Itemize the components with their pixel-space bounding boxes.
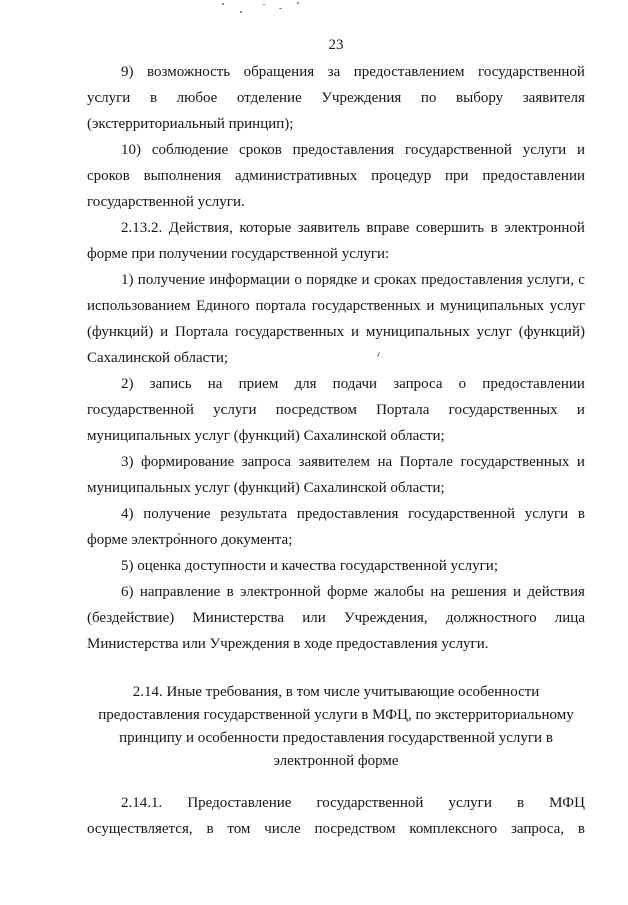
word: и: [361, 272, 370, 288]
word: предоставления: [296, 506, 399, 522]
word: отделение: [236, 90, 302, 106]
word: портала: [255, 298, 306, 314]
word: заявителем: [298, 454, 370, 470]
word: процедур: [371, 168, 432, 184]
word: запроса,: [510, 821, 565, 837]
word: в: [516, 795, 525, 811]
word: Предоставление: [187, 795, 292, 811]
section-body: [87, 790, 585, 842]
word: и: [576, 454, 585, 470]
section-heading: [87, 681, 585, 773]
text-line: муниципальных услуг (функций) Сахалинской области;: [87, 428, 445, 444]
word: Портала: [376, 402, 430, 418]
word: посредством: [314, 821, 396, 837]
word: услуг: [476, 324, 512, 340]
word: любое: [176, 90, 218, 106]
word: комплексного: [409, 821, 498, 837]
word: и: [576, 402, 585, 418]
text-line: [87, 293, 585, 319]
word: обращения: [243, 64, 315, 80]
word: возможность: [147, 64, 231, 80]
word: выполнения: [143, 168, 222, 184]
word: в: [226, 584, 234, 600]
text-line: [87, 319, 585, 345]
word: и: [426, 298, 435, 314]
word: 2.14.1.: [121, 795, 163, 811]
text-line: Сахалинской области;: [87, 350, 229, 366]
word: результата: [220, 506, 288, 522]
word: Министерства: [192, 610, 284, 626]
scan-speck: [297, 2, 299, 4]
text-line: Министерства или Учреждения в ходе предоставления услуги.: [87, 636, 489, 652]
word: жалобы: [374, 584, 424, 600]
word: должностного: [445, 610, 537, 626]
word: прием: [238, 376, 279, 392]
text-line: [87, 501, 585, 527]
word: действия: [527, 584, 585, 600]
heading-line: принципу и особенности предоставления государственной услуги в: [119, 730, 553, 746]
text-line: [87, 267, 585, 293]
word: государственных: [311, 298, 421, 314]
scan-speck: [222, 3, 224, 5]
paragraph: [87, 59, 585, 137]
word: решения: [451, 584, 507, 600]
word: предоставления: [292, 142, 395, 158]
word: формирование: [140, 454, 235, 470]
word: государственных: [448, 402, 558, 418]
heading-line: предоставления государственной услуги в МФЦ, по экстерриториальному: [98, 707, 574, 723]
word: сроках: [373, 272, 417, 288]
word: услуги: [448, 795, 492, 811]
word: в: [490, 220, 498, 236]
word: и: [576, 142, 585, 158]
word: подачи: [332, 376, 378, 392]
word: услуги,: [526, 272, 574, 288]
word: услуги: [213, 402, 257, 418]
text-line: [87, 59, 585, 85]
text-line: форме электронного документа;: [87, 532, 293, 548]
word: государственной: [478, 64, 585, 80]
text-line: [87, 449, 585, 475]
word: Портала: [174, 324, 229, 340]
heading-line: электронной форме: [273, 753, 399, 769]
word: Учреждения,: [343, 610, 428, 626]
word: выбору: [456, 90, 504, 106]
word: государственной: [408, 506, 516, 522]
word: услуги: [524, 506, 569, 522]
word: о: [294, 272, 302, 288]
word: 1): [121, 272, 134, 288]
word: осуществляется,: [87, 821, 193, 837]
word: 10): [121, 142, 141, 158]
text-line: государственной услуги.: [87, 194, 245, 210]
body-text: [87, 59, 585, 657]
word: получение: [137, 272, 206, 288]
text-line: 5) оценка доступности и качества государственной услуги;: [121, 558, 498, 574]
word: и: [160, 324, 169, 340]
word: административных: [234, 168, 358, 184]
word: муниципальных: [440, 298, 544, 314]
word: запись: [149, 376, 192, 392]
word: услуги: [87, 90, 131, 106]
word: государственной: [87, 402, 194, 418]
word: услуги: [522, 142, 567, 158]
word: на: [377, 454, 393, 470]
word: государственной: [405, 142, 512, 158]
word: посредством: [275, 402, 357, 418]
word: предоставления: [421, 272, 523, 288]
word: на: [207, 376, 223, 392]
text-line: [87, 85, 585, 111]
word: в: [577, 821, 585, 837]
paragraph: [87, 501, 585, 553]
paragraph: [87, 579, 585, 657]
paragraph: [87, 267, 585, 371]
word: на: [430, 584, 446, 600]
word: заявителя: [522, 90, 585, 106]
heading-line: 2.14. Иные требования, в том числе учитывающие особенности: [132, 684, 540, 700]
word: 2.13.2.: [121, 220, 163, 236]
word: для: [294, 376, 317, 392]
word: при: [445, 168, 469, 184]
word: предоставлением: [353, 64, 465, 80]
text-line: [87, 605, 585, 631]
word: по: [420, 90, 437, 106]
word: в: [577, 506, 585, 522]
word: форме: [327, 584, 368, 600]
text-line: форме при получении государственной услуги:: [87, 246, 390, 262]
text-line: [87, 790, 585, 816]
word: МФЦ: [549, 795, 585, 811]
word: направление: [139, 584, 221, 600]
paragraph: [87, 371, 585, 449]
text-line: муниципальных услуг (функций) Сахалинской области;: [87, 480, 445, 496]
scan-speck: [240, 11, 242, 13]
text-line: [87, 137, 585, 163]
word: запроса: [241, 454, 292, 470]
word: с: [578, 272, 585, 288]
word: сроков: [239, 142, 282, 158]
word: которые: [239, 220, 292, 236]
text-line: [87, 816, 585, 842]
word: (функций): [87, 324, 154, 340]
word: 3): [121, 454, 134, 470]
word: Учреждения: [321, 90, 402, 106]
scan-speck: [263, 4, 265, 5]
text-line: [87, 579, 585, 605]
word: получение: [143, 506, 211, 522]
text-line: [87, 371, 585, 397]
paragraph: [87, 215, 585, 267]
word: заявитель: [297, 220, 360, 236]
word: Портале: [399, 454, 453, 470]
word: запроса: [393, 376, 443, 392]
word: услуг: [549, 298, 585, 314]
word: муниципальных: [365, 324, 470, 340]
scan-speck: [279, 8, 282, 9]
word: и: [513, 584, 522, 600]
word: электронной: [504, 220, 585, 236]
word: и: [350, 324, 360, 340]
word: предоставлении: [482, 168, 585, 184]
word: порядке: [306, 272, 358, 288]
word: сроков: [87, 168, 130, 184]
word: 9): [121, 64, 134, 80]
text-line: [87, 397, 585, 423]
word: информации: [209, 272, 291, 288]
paragraph: [87, 137, 585, 215]
word: или: [302, 610, 326, 626]
word: лица: [554, 610, 585, 626]
word: 2): [121, 376, 134, 392]
word: соблюдение: [151, 142, 229, 158]
word: государственных: [460, 454, 570, 470]
text-line: [87, 215, 585, 241]
paragraph: [87, 790, 585, 842]
word: предоставлении: [482, 376, 585, 392]
word: электронной: [240, 584, 321, 600]
word: числе: [264, 821, 301, 837]
paragraph: [87, 553, 585, 579]
word: Действия,: [168, 220, 233, 236]
word: Единого: [196, 298, 250, 314]
word: 6): [121, 584, 134, 600]
word: том: [227, 821, 251, 837]
word: совершить: [415, 220, 485, 236]
word: (бездействие): [87, 610, 175, 626]
word: в: [206, 821, 214, 837]
text-line: [87, 163, 585, 189]
word: государственных: [235, 324, 345, 340]
word: (функций): [518, 324, 585, 340]
word: за: [327, 64, 341, 80]
word: в: [149, 90, 158, 106]
word: использованием: [87, 298, 191, 314]
word: о: [458, 376, 467, 392]
word: вправе: [366, 220, 410, 236]
page-number: 23: [328, 37, 344, 53]
text-line: (экстерриториальный принцип);: [87, 116, 294, 132]
word: государственной: [316, 795, 424, 811]
paragraph: [87, 449, 585, 501]
word: 4): [121, 506, 134, 522]
